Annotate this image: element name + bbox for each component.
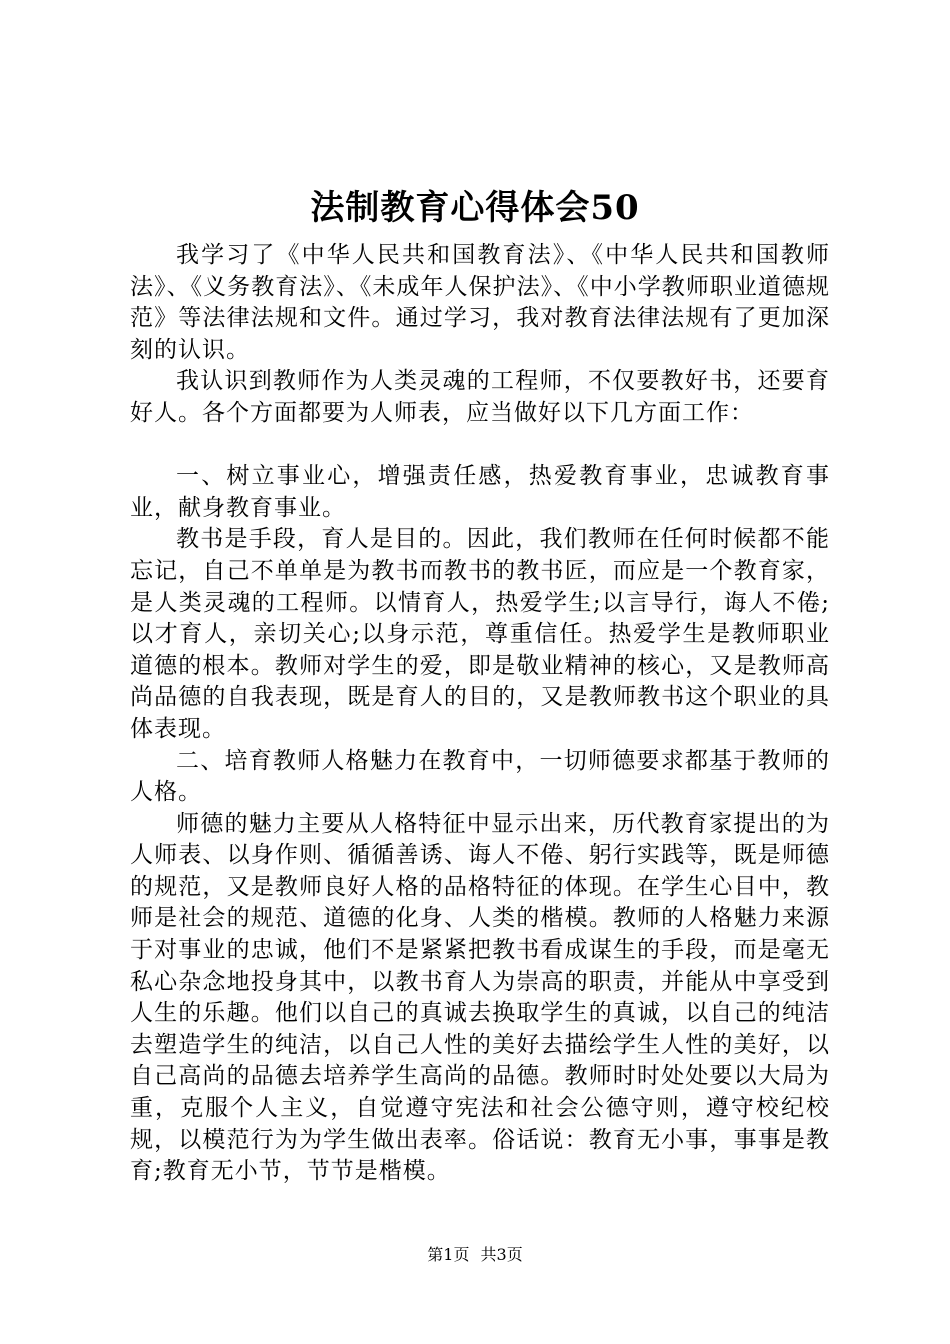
page-number: 第1页 (427, 1245, 470, 1264)
page-total: 共3页 (480, 1245, 523, 1264)
document-body (130, 240, 830, 1188)
page-footer (0, 1244, 950, 1266)
document-title: 法制教育心得体会50 (310, 188, 640, 228)
paragraph: 师德的魅力主要从人格特征中显示出来，历代教育家提出的为人师表、以身作则、循循善诱、诲人不倦、躬行实践等，既是师德的规范，又是教师良好人格的品格特征的体现。在学生心目中，教师是社会的规范、道德的化身、人类的楷模。教师的人格魅力来源于对事业的忠诚，他们不是紧紧把教书看成谋生的手段，而是毫无私心杂念地投身其中，以教书育人为崇高的职责，并能从中享受到人生的乐趣。他们以自己的真诚去换取学生的真诚，以自己的纯洁去塑造学生的纯洁，以自己人性的美好去描绘学生人性的美好，以自己高尚的品德去培养学生高尚的品德。教师时时处处要以大局为重，克服个人主义，自觉遵守宪法和社会公德守则，遵守校纪校规，以模范行为为学生做出表率。俗话说：教育无小事，事事是教育;教育无小节，节节是楷模。 (130, 810, 830, 1185)
paragraph: 我认识到教师作为人类灵魂的工程师，不仅要教好书，还要育好人。各个方面都要为人师表，应当做好以下几方面工作： (130, 368, 830, 426)
paragraph: 教书是手段，育人是目的。因此，我们教师在任何时候都不能忘记，自己不单单是为教书而教书的教书匠，而应是一个教育家，是人类灵魂的工程师。以情育人，热爱学生;以言导行，诲人不倦;以才育人，亲切关心;以身示范，尊重信任。热爱学生是教师职业道德的根本。教师对学生的爱，即是敬业精神的核心，又是教师高尚品德的自我表现，既是育人的目的，又是教师教书这个职业的具体表现。 (130, 526, 830, 742)
paragraph: 我学习了《中华人民共和国教育法》、《中华人民共和国教师法》、《义务教育法》、《未成年人保护法》、《中小学教师职业道德规范》等法律法规和文件。通过学习，我对教育法律法规有了更加深刻的认识。 (130, 242, 830, 363)
paragraph: 一、树立事业心，增强责任感，热爱教育事业，忠诚教育事业，献身教育事业。 (130, 463, 830, 521)
paragraph: 二、培育教师人格魅力在教育中，一切师德要求都基于教师的人格。 (130, 747, 830, 806)
paragraph-gap (130, 430, 830, 462)
